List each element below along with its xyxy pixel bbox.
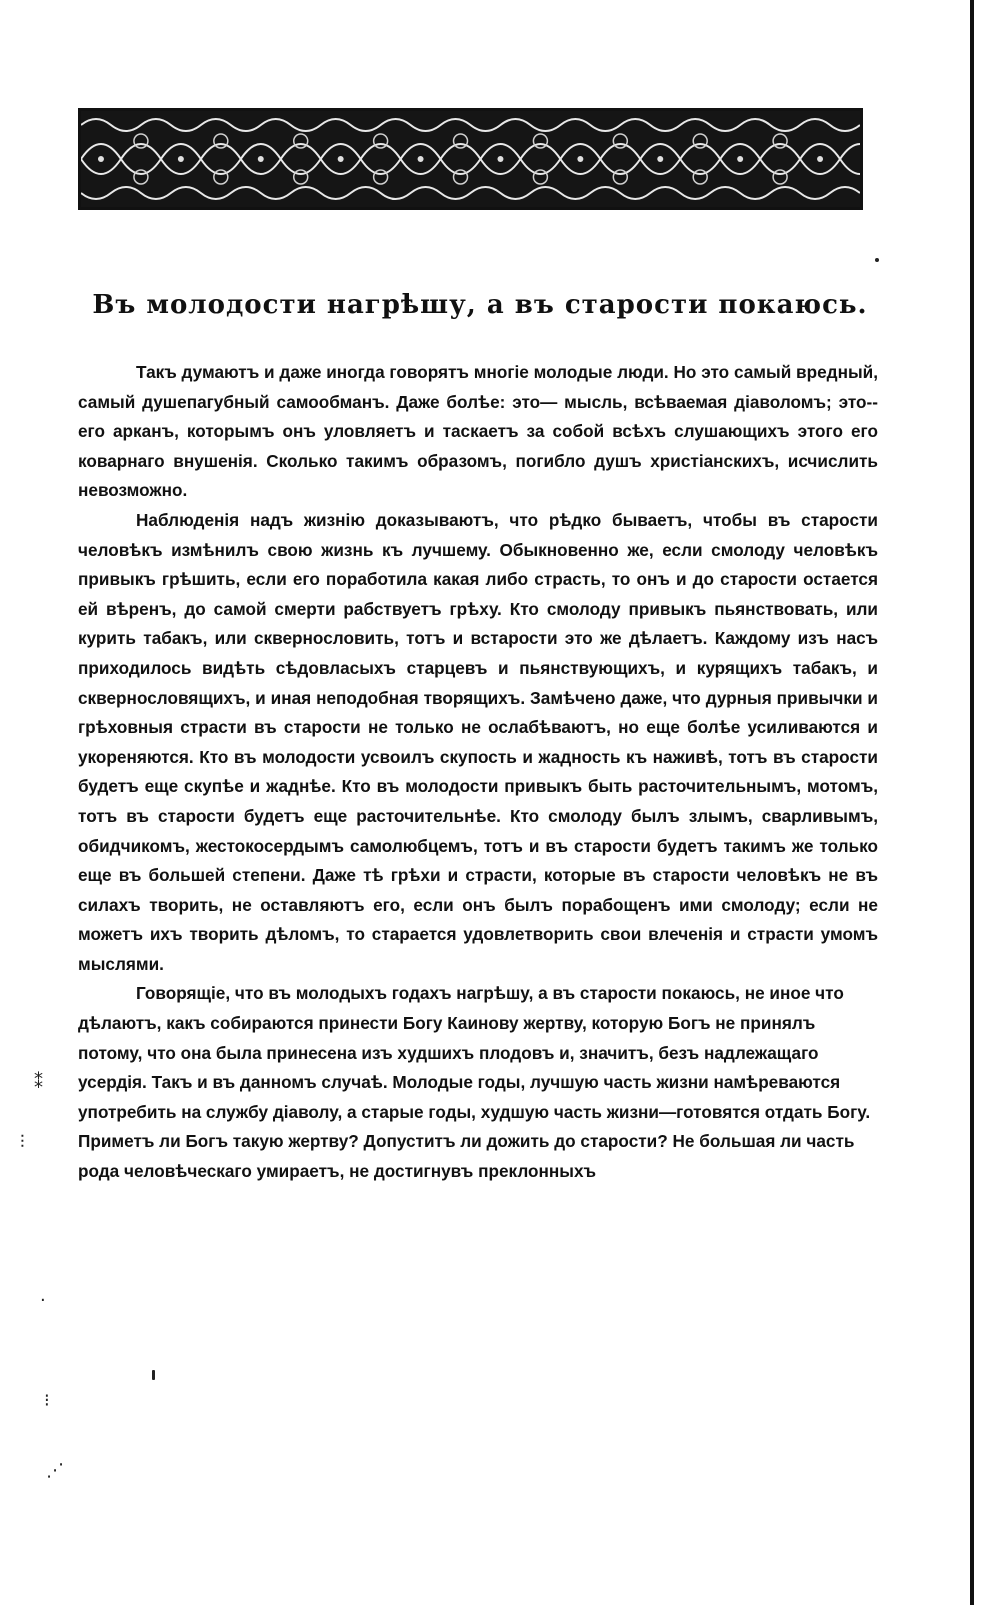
- margin-print-specks: [20, 1060, 80, 1480]
- ornament-pattern-icon: [81, 111, 860, 207]
- speck-glyph-icon: ⫶: [20, 1132, 25, 1153]
- page-title: Въ молодости нагрѣшу, а въ старости покаюсь.: [92, 290, 868, 320]
- article-body: [78, 358, 878, 1187]
- speck-glyph-icon: ⁝: [44, 1390, 50, 1411]
- speck-glyph-icon: ⁑: [34, 1072, 43, 1093]
- paragraph: Говорящіе, что въ молодыхъ годахъ нагрѣшу, а въ старости покаюсь, не иное что дѣлаютъ, какъ собираются принести Богу Каинову жертву, которую Богъ не принялъ потому, что она была принесена изъ худшихъ плодовъ и, значитъ, безъ надлежащаго усердія. Такъ и въ данномъ случаѣ. Молодые годы, лучшую часть жизни намѣреваются употребить на службу діаволу, а старые годы, худшую часть жизни—готовятся отдать Богу. Приметъ ли Богъ такую жертву? Допуститъ ли дожить до старости? Не большая ли часть рода человѣческаго умираетъ, не достигнувъ преклонныхъ: [78, 983, 871, 1182]
- page-edge-border: [970, 0, 974, 1605]
- speck-glyph-icon: ·: [40, 1290, 46, 1311]
- decorative-headpiece-ornament: [78, 108, 863, 210]
- speck-glyph-icon: ⋰: [46, 1460, 64, 1481]
- stray-dot: [152, 1370, 155, 1380]
- paragraph: Такъ думаютъ и даже иногда говорятъ многіе молодые люди. Но это самый вредный, самый душепагубный самообманъ. Даже болѣе: это— мысль, всѣваемая діаволомъ; это--его арканъ, которымъ онъ уловляетъ и таскаетъ за собой всѣхъ слушающихъ этого его коварнаго внушенія. Сколько такимъ образомъ, погибло душъ христіанскихъ, исчислить невозможно.: [78, 362, 878, 501]
- paragraph: Наблюденія надъ жизнію доказываютъ, что рѣдко бываетъ, чтобы въ старости человѣкъ измѣнилъ свою жизнь къ лучшему. Обыкновенно же, если смолоду человѣкъ привыкъ грѣшить, если его поработила какая либо страсть, то онъ и до старости остается ей вѣренъ, до самой смерти рабствуетъ грѣху. Кто смолоду привыкъ пьянствовать, или курить табакъ, или сквернословить, тотъ и встарости это же дѣлаетъ. Каждому изъ насъ приходилось видѣть сѣдовласыхъ старцевъ и пьянствующихъ, и курящихъ табакъ, и сквернословящихъ, и иная неподобная творящихъ. Замѣчено даже, что дурныя привычки и грѣховныя страсти въ старости не только не ослабѣваютъ, но еще болѣе усиливаются и укореняются. Кто въ молодости усвоилъ скупость и жадность къ наживѣ, тотъ въ старости будетъ еще скупѣе и жаднѣе. Кто въ молодости привыкъ быть расточительнымъ, мотомъ, тотъ въ старости будетъ еще расточительнѣе. Кто смолоду былъ злымъ, сварливымъ, обидчикомъ, жестокосердымъ самолюбцемъ, тотъ и въ старости будетъ такимъ же только еще въ большей степени. Даже тѣ грѣхи и страсти, которые въ старости человѣкъ не въ силахъ творить, не оставляютъ его, если онъ былъ порабощенъ ими смолоду; если не можетъ ихъ творить дѣломъ, то старается удовлетворить свои влеченія и страсти умомъ мыслями.: [78, 509, 878, 974]
- stray-dot: [875, 258, 879, 262]
